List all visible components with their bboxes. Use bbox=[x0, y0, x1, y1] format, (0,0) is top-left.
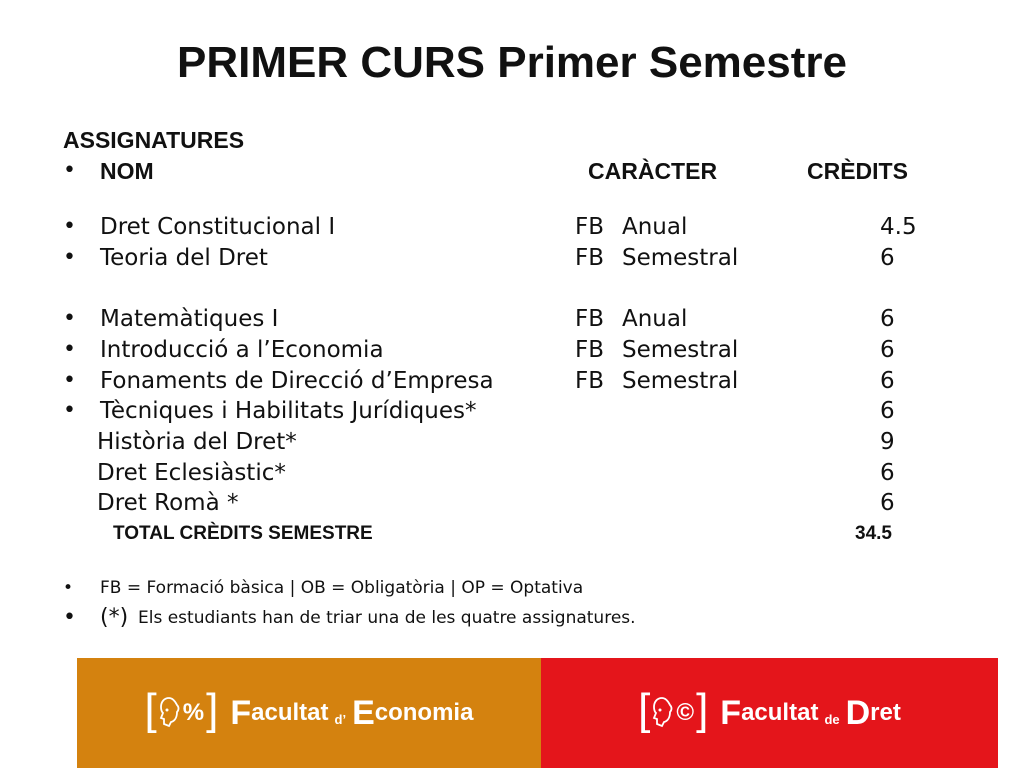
subject-period: Anual bbox=[622, 306, 688, 332]
header-caracter: CARÀCTER bbox=[588, 158, 718, 184]
logo-word: acultat bbox=[741, 699, 819, 726]
subject-period: Semestral bbox=[622, 337, 739, 363]
subject-period: Anual bbox=[622, 214, 688, 240]
subject-type: FB bbox=[575, 245, 605, 271]
subject-credits: 6 bbox=[880, 490, 895, 516]
section-label: ASSIGNATURES bbox=[63, 127, 245, 153]
header-credits: CRÈDITS bbox=[807, 158, 908, 184]
header-nom: NOM bbox=[100, 158, 154, 184]
subject-name: Dret Romà * bbox=[97, 490, 239, 516]
subject-credits: 6 bbox=[880, 337, 895, 363]
subject-name: Dret Constitucional I bbox=[100, 214, 336, 240]
subject-type: FB bbox=[575, 214, 605, 240]
bullet: • bbox=[63, 158, 76, 183]
facultat-dret-panel bbox=[541, 658, 998, 768]
logo-word: conomia bbox=[374, 699, 474, 726]
logo-word: acultat bbox=[251, 699, 329, 726]
subject-name: Tècniques i Habilitats Jurídiques* bbox=[100, 398, 477, 424]
logo-initial: D bbox=[845, 693, 871, 732]
subject-name: Dret Eclesiàstic* bbox=[97, 460, 286, 486]
copyright-symbol: © bbox=[676, 699, 695, 726]
subject-name: Fonaments de Direcció d’Empresa bbox=[100, 368, 494, 394]
bracket-close: ] bbox=[206, 685, 219, 734]
subject-type: FB bbox=[575, 306, 605, 332]
bullet: • bbox=[63, 398, 76, 423]
head-silhouette-icon bbox=[157, 696, 181, 730]
total-label: TOTAL CRÈDITS SEMESTRE bbox=[113, 523, 373, 544]
subject-credits: 6 bbox=[880, 245, 895, 271]
subject-name: Matemàtiques I bbox=[100, 306, 279, 332]
bullet: • bbox=[63, 306, 76, 331]
subject-credits: 6 bbox=[880, 460, 895, 486]
logo-connector: d’ bbox=[334, 711, 347, 727]
subject-credits: 6 bbox=[880, 368, 895, 394]
subject-period: Semestral bbox=[622, 368, 739, 394]
logo-connector: de bbox=[824, 711, 840, 727]
logo-initial: F bbox=[720, 693, 742, 732]
bullet: • bbox=[63, 214, 76, 239]
bullet: • bbox=[63, 245, 76, 270]
total-value: 34.5 bbox=[855, 523, 892, 544]
subject-name: Teoria del Dret bbox=[100, 245, 268, 271]
legend-note: FB = Formació bàsica | OB = Obligatòria | OP = Optativa bbox=[100, 578, 584, 598]
asterisk-note: Els estudiants han de triar una de les quatre assignatures. bbox=[138, 608, 636, 628]
asterisk-mark: (*) bbox=[100, 605, 129, 630]
facultat-dret-logo bbox=[638, 685, 901, 734]
logo-word: ret bbox=[870, 699, 901, 726]
page-title: PRIMER CURS Primer Semestre bbox=[176, 38, 847, 87]
subject-type: FB bbox=[575, 337, 605, 363]
subject-credits: 4.5 bbox=[880, 214, 917, 240]
bullet: • bbox=[63, 337, 76, 362]
subject-name: Introducció a l’Economia bbox=[100, 337, 384, 363]
subject-name: Història del Dret* bbox=[97, 429, 297, 455]
logo-initial: E bbox=[352, 693, 375, 732]
bullet: • bbox=[63, 605, 76, 630]
bracket-open: [ bbox=[638, 685, 651, 734]
percent-symbol: % bbox=[182, 699, 205, 726]
bullet: • bbox=[63, 368, 76, 393]
subject-credits: 6 bbox=[880, 398, 895, 424]
footer-banner bbox=[77, 658, 998, 768]
facultat-economia-logo bbox=[144, 685, 474, 734]
subject-period: Semestral bbox=[622, 245, 739, 271]
subject-credits: 6 bbox=[880, 306, 895, 332]
subject-type: FB bbox=[575, 368, 605, 394]
logo-initial: F bbox=[230, 693, 252, 732]
head-silhouette-icon bbox=[650, 696, 674, 730]
facultat-economia-panel bbox=[77, 658, 541, 768]
bracket-close: ] bbox=[696, 685, 709, 734]
subject-credits: 9 bbox=[880, 429, 895, 455]
bracket-open: [ bbox=[144, 685, 157, 734]
bullet: • bbox=[63, 578, 74, 598]
